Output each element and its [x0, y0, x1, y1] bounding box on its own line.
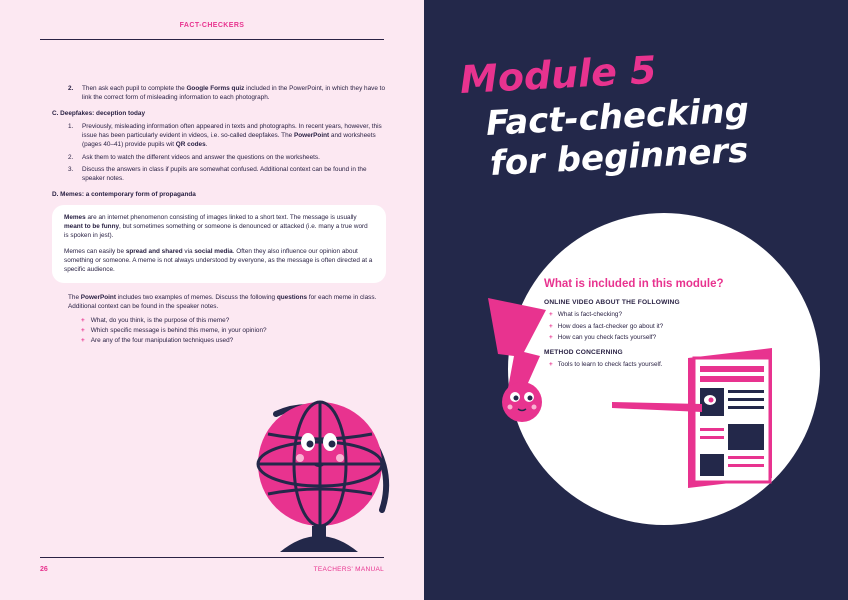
section-heading-c: C. Deepfakes: deception today	[52, 110, 146, 118]
plus-icon: +	[81, 326, 85, 334]
left-page-content	[52, 84, 386, 346]
memes-callout-box	[52, 205, 386, 283]
list-item: + What is fact-checking?	[549, 311, 623, 319]
deepfake-item-3: 3. Discuss the answers in class if pupils are somewhat confused. Additional context can be found in the speaker notes.	[68, 165, 367, 182]
module-title-line-2: for beginners	[488, 130, 750, 184]
globe-character-icon	[232, 382, 402, 557]
page-number: 26	[40, 566, 48, 573]
list-item: + How does a fact-checker go about it?	[549, 322, 664, 330]
list-item: + Which specific message is behind this meme, in your opinion?	[81, 326, 267, 334]
method-heading: METHOD CONCERNING	[544, 348, 623, 356]
deepfake-item-1: 1. Previously, misleading information often appeared in texts and photographs. In recent years, however, this issue has been particularly evident in videos, i.e. so-called deepfakes. The PowerPoint and worksheets (pages 40–41) provide pupils wit QR codes.	[68, 123, 382, 149]
callout-paragraph-2: Memes can easily be spread and shared via social media. Often they also influence our opinion about something or someone. A meme is not always understood by everyone, as the message is often directed at a specific audience.	[64, 248, 373, 274]
instruction-item-2	[68, 84, 386, 102]
footer-rule	[40, 557, 384, 558]
module-title-line-1: Fact-checking	[484, 90, 750, 144]
module-number-title: Module 5	[458, 47, 658, 102]
plus-icon: +	[81, 316, 85, 324]
online-video-heading: ONLINE VIDEO ABOUT THE FOLLOWING	[544, 299, 680, 307]
online-video-list	[544, 310, 774, 343]
list-item: + What, do you think, is the purpose of this meme?	[81, 316, 230, 324]
plus-icon: +	[549, 334, 553, 342]
section-heading-d: D. Memes: a contemporary form of propaganda	[52, 190, 196, 198]
header-rule	[40, 39, 384, 40]
plus-icon: +	[549, 311, 553, 319]
memes-paragraph: The PowerPoint includes two examples of memes. Discuss the following questions for each meme in class. Additional context can be found in the speaker notes.	[68, 293, 377, 310]
deepfake-item-2: 2. Ask them to watch the different videos and answer the questions on the worksheets.	[68, 153, 320, 161]
right-page	[424, 0, 848, 600]
module-question-heading: What is included in this module?	[544, 278, 724, 290]
plus-icon: +	[81, 336, 85, 344]
callout-paragraph-1: Memes are an internet phenomenon consisting of images linked to a short text. The message is usually meant to be funny, but sometimes something or someone is denounced or attacked (i.e. many a true word is spoken in jest).	[64, 213, 368, 240]
meme-questions-list	[68, 316, 386, 345]
list-item: + Tools to learn to check facts yourself.	[549, 360, 663, 368]
list-item: + Are any of the four manipulation techniques used?	[81, 336, 234, 344]
plus-icon: +	[549, 360, 553, 368]
footer-label: TEACHERS' MANUAL	[313, 566, 384, 573]
list-item: + How can you check facts yourself?	[549, 334, 657, 342]
module-contents-box	[544, 276, 774, 374]
plus-icon: +	[549, 322, 553, 330]
method-list	[544, 360, 774, 370]
item-number: 2.	[68, 85, 74, 92]
item-text: Then ask each pupil to complete the Google Forms quiz included in the PowerPoint, in which they have to link the correct form of misleading information to each photograph.	[82, 85, 386, 102]
running-head: FACT-CHECKERS	[179, 22, 245, 29]
